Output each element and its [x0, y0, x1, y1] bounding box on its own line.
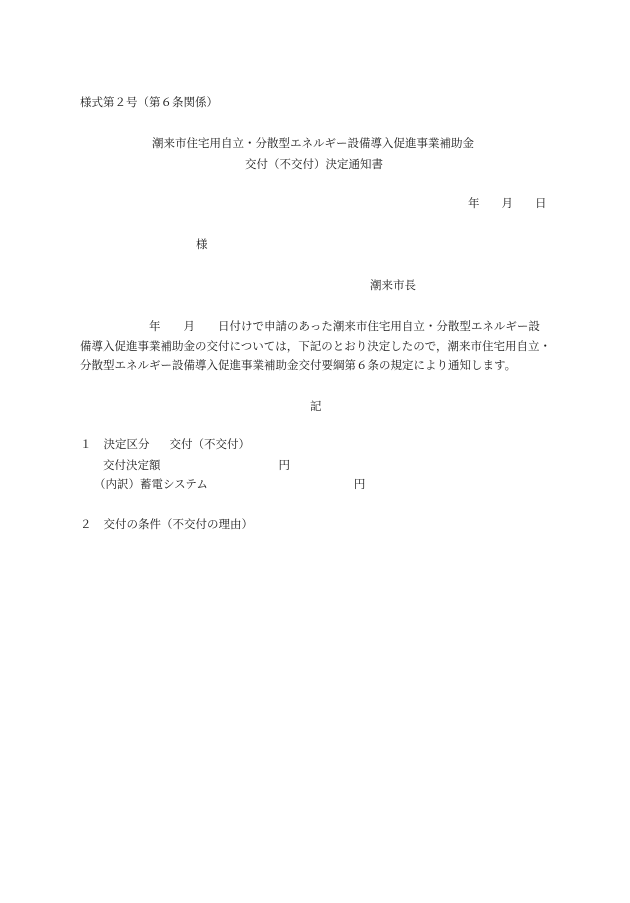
date-month: 月 — [501, 196, 513, 210]
body-text-line2: 備導入促進事業補助金の交付については，下記のとおり決定したので，潮来市住宅用自立・ — [80, 339, 552, 353]
body-text-line3: 分散型エネルギー設備導入促進事業補助金交付要綱第６条の規定により通知します。 — [80, 358, 517, 372]
date-day: 日 — [535, 196, 547, 210]
document-title-line1: 潮来市住宅用自立・分散型エネルギー設備導入促進事業補助金 — [152, 136, 474, 150]
section1-amount-line — [103, 460, 290, 472]
breakdown-unit: 円 — [353, 477, 366, 491]
amount-unit: 円 — [278, 458, 290, 472]
section1-value: 交付（不交付） — [169, 437, 250, 451]
document-title-line2: 交付（不交付）決定通知書 — [245, 157, 383, 171]
issuer: 潮来市長 — [370, 278, 416, 292]
section2-label: 交付の条件（不交付の理由） — [103, 517, 253, 531]
date-year: 年 — [468, 196, 480, 210]
section2-line — [80, 519, 253, 531]
section1-decision-line — [80, 439, 250, 451]
section1-number: １ — [80, 437, 92, 451]
ki-heading: 記 — [310, 399, 322, 413]
addressee-suffix: 様 — [196, 237, 208, 251]
body-text-line1: 年 月 日付けで申請のあった潮来市住宅用自立・分散型エネルギー設 — [149, 319, 540, 333]
amount-label: 交付決定額 — [103, 458, 161, 472]
section2-number: ２ — [80, 517, 92, 531]
date-line — [468, 198, 547, 210]
section1-label: 決定区分 — [103, 437, 150, 451]
form-number: 様式第２号（第６条関係） — [80, 95, 218, 109]
section1-breakdown-line — [94, 479, 365, 491]
breakdown-label: （内訳）蓄電システム — [94, 477, 208, 491]
